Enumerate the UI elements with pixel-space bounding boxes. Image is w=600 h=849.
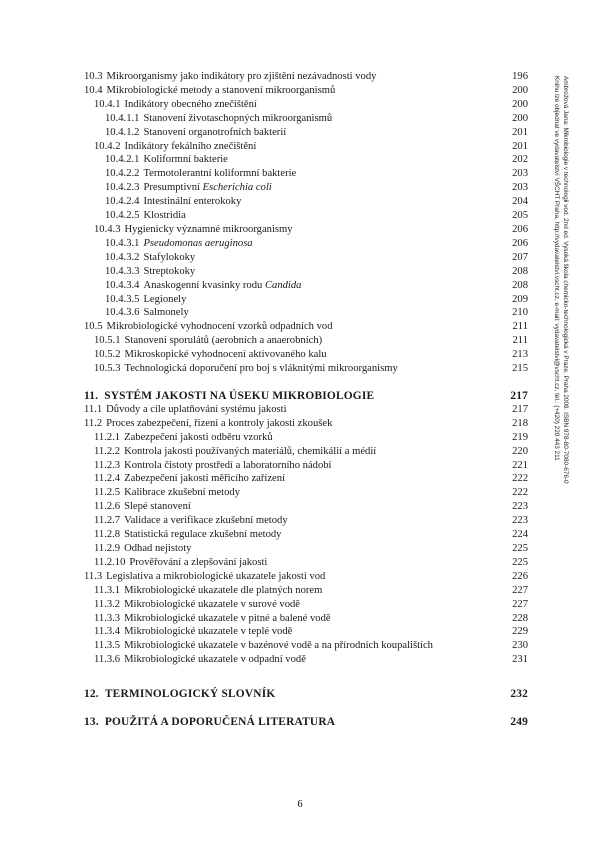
sidebar-order-info: Knihu lze objednat ve vydavatelství VŠCHT Praha, http://vydavatelstvi.vscht.cz, e-mail: vydavatelstvi@vscht.cz, tel.: (+420) 220 443 211 xyxy=(553,76,560,461)
toc-entry-text: Klostridia xyxy=(143,210,186,222)
toc-entry-number: 11. xyxy=(84,389,99,402)
toc-entry-italic-text: Pseudomonas aeruginosa xyxy=(143,237,253,249)
toc-entry-number: 10.4.3.1 xyxy=(105,237,140,249)
toc-page-number: 208 xyxy=(512,279,528,291)
toc-entry-text: Proces zabezpečení, řízení a kontroly jakosti zkoušek xyxy=(106,417,333,429)
toc-entry-title xyxy=(84,181,496,195)
toc-entry-title xyxy=(84,403,496,417)
toc-entry-text: Mikroskopické vyhodnocení aktivovaného kalu xyxy=(124,349,327,361)
toc-row[interactable] xyxy=(84,417,528,431)
toc-entry-title xyxy=(84,653,496,667)
toc-entry-title xyxy=(84,251,496,265)
toc-row[interactable] xyxy=(84,445,528,459)
toc-entry-title xyxy=(84,542,496,556)
toc-entry-number: 11.3.1 xyxy=(94,584,121,596)
toc-page-number: 228 xyxy=(512,612,528,624)
toc-page-number: 249 xyxy=(510,716,528,729)
toc-page-number: 213 xyxy=(512,349,528,361)
toc-page-number: 222 xyxy=(512,487,528,499)
toc-entry-italic-text: Escherichia coli xyxy=(202,182,272,194)
toc-entry-number: 10.4.3 xyxy=(94,223,121,235)
toc-entry-number: 11.2.6 xyxy=(94,501,121,513)
toc-entry-text: Termotolerantní koliformní bakterie xyxy=(143,168,297,180)
toc-page-number: 222 xyxy=(512,473,528,485)
toc-page-number: 209 xyxy=(512,293,528,305)
toc-entry-number: 11.3.6 xyxy=(94,654,121,666)
toc-page-number: 217 xyxy=(510,389,528,402)
toc-row[interactable] xyxy=(84,403,528,417)
toc-entry-title xyxy=(84,334,496,348)
toc-entry-title xyxy=(84,98,496,112)
toc-page-number: 223 xyxy=(512,515,528,527)
toc-row[interactable] xyxy=(84,514,528,528)
toc-page-number: 224 xyxy=(512,529,528,541)
toc-page-number: 227 xyxy=(512,584,528,596)
toc-entry-title xyxy=(84,195,496,209)
toc-entry-text: Koliformní bakterie xyxy=(143,154,228,166)
toc-entry-title xyxy=(84,625,496,639)
toc-entry-text: Stanovení životaschopných mikroorganismů xyxy=(143,112,333,124)
toc-entry-number: 10.3 xyxy=(84,71,103,82)
toc-row[interactable] xyxy=(84,459,528,473)
toc-entry-number: 11.2.8 xyxy=(94,529,121,541)
toc-page-number: 219 xyxy=(512,431,528,443)
toc-entry-title xyxy=(84,486,496,500)
toc-entry-title xyxy=(84,362,496,376)
toc-entry-title xyxy=(84,500,496,514)
toc-row[interactable] xyxy=(84,653,528,667)
toc-entry-title xyxy=(84,459,496,473)
toc-entry-number: 11.2.3 xyxy=(94,459,121,471)
toc-row[interactable] xyxy=(84,528,528,542)
toc-entry-text: Mikrobiologické metody a stanovení mikroorganismů xyxy=(106,84,336,96)
toc-entry-text: Stanovení sporulátů (aerobních a anaerobních) xyxy=(124,335,323,347)
toc-row[interactable] xyxy=(84,279,528,293)
toc-entry-text: Mikrobiologické ukazatele v odpadní vodě xyxy=(124,654,306,666)
toc-entry-text: Prověřování a zlepšování jakosti xyxy=(129,556,268,568)
toc-row[interactable] xyxy=(84,306,528,320)
toc-row[interactable] xyxy=(84,472,528,486)
toc-entry-title xyxy=(84,265,496,279)
toc-entry-number: 11.3.5 xyxy=(94,640,121,652)
toc-entry-text: Slepé stanovení xyxy=(124,501,191,513)
toc-entry-title xyxy=(84,445,496,459)
toc-entry-title xyxy=(84,417,496,431)
toc-entry-text: Intestinální enterokoky xyxy=(143,196,242,208)
toc-entry-text: POUŽITÁ A DOPORUČENÁ LITERATURA xyxy=(104,716,336,729)
toc-page-number: 210 xyxy=(512,307,528,319)
toc-entry-text: Hygienicky významné mikroorganismy xyxy=(124,223,293,235)
toc-entry-number: 10.4.3.2 xyxy=(105,251,140,263)
toc-entry-number: 10.4.2.5 xyxy=(105,210,140,222)
toc-chapter-row[interactable] xyxy=(84,687,528,701)
toc-row[interactable] xyxy=(84,140,528,154)
toc-page-number: 211 xyxy=(512,335,528,347)
toc-entry-number: 10.4.1.2 xyxy=(105,126,140,138)
toc-entry-text: Legislativa a mikrobiologické ukazatele jakosti vod xyxy=(106,570,326,582)
toc-entry-text: Mikroorganismy jako indikátory pro zjištění nezávadnosti vody xyxy=(106,71,377,82)
chapter-spacer xyxy=(84,667,528,687)
toc-entry-number: 13. xyxy=(84,716,99,729)
toc-page-number: 200 xyxy=(512,84,528,96)
toc-entry-number: 12. xyxy=(84,688,99,701)
toc-entry-text: Mikrobiologické ukazatele v bazénové vodě a na přírodních koupalištích xyxy=(124,640,433,652)
page-number: 6 xyxy=(297,799,303,810)
toc-row[interactable] xyxy=(84,223,528,237)
toc-entry-text: TERMINOLOGICKÝ SLOVNÍK xyxy=(104,688,276,701)
toc-entry-number: 10.4.1 xyxy=(94,98,121,110)
toc-page-number: 202 xyxy=(512,154,528,166)
toc-page-number: 225 xyxy=(512,556,528,568)
toc-entry-number: 11.3.4 xyxy=(94,626,121,638)
toc-page-number: 206 xyxy=(512,237,528,249)
toc-row[interactable] xyxy=(84,84,528,98)
toc-row[interactable] xyxy=(84,639,528,653)
toc-page-number: 211 xyxy=(512,321,528,333)
toc-entry-title xyxy=(84,70,496,84)
toc-row[interactable] xyxy=(84,126,528,140)
toc-entry-title xyxy=(84,639,496,653)
toc-page-number: 218 xyxy=(512,417,528,429)
toc-entry-text: Mikrobiologické vyhodnocení vzorků odpadních vod xyxy=(106,321,333,333)
toc-entry-number: 10.4.2.2 xyxy=(105,168,140,180)
toc-entry-text: Mikrobiologické ukazatele v surové vodě xyxy=(124,598,301,610)
toc-page-number: 204 xyxy=(512,196,528,208)
toc-chapter-row[interactable] xyxy=(84,389,528,403)
toc-page-number: 200 xyxy=(512,98,528,110)
toc-entry-title xyxy=(84,84,496,98)
toc-entry-text: Zabezpečení jakosti měřicího zařízení xyxy=(124,473,285,485)
toc-entry-text: Odhad nejistoty xyxy=(124,543,192,554)
toc-page-number: 226 xyxy=(512,570,528,582)
toc-entry-text: Validace a verifikace zkušební metody xyxy=(124,515,288,527)
toc-entry-number: 10.4.1.1 xyxy=(105,112,140,124)
toc-entry-number: 11.2.5 xyxy=(94,487,121,499)
toc-row[interactable] xyxy=(84,237,528,251)
toc-entry-number: 10.4.3.4 xyxy=(105,279,140,291)
toc-entry-title xyxy=(84,584,496,598)
toc-entry-number: 11.2.9 xyxy=(94,543,121,554)
toc-page-number: 206 xyxy=(512,223,528,235)
toc-entry-number: 11.3.2 xyxy=(94,598,121,610)
toc-entry-title xyxy=(84,472,496,486)
toc-page-number: 205 xyxy=(512,210,528,222)
toc-entry-text: Stanovení organotrofních bakterií xyxy=(143,126,287,138)
toc-entry-number: 10.5.3 xyxy=(94,363,121,375)
toc-row[interactable] xyxy=(84,348,528,362)
toc-row[interactable] xyxy=(84,98,528,112)
toc-row[interactable] xyxy=(84,320,528,334)
toc-entry-text: Legionely xyxy=(143,293,187,305)
toc-entry-number: 10.5.2 xyxy=(94,349,121,361)
toc-entry-title xyxy=(84,223,496,237)
toc-page-number: 208 xyxy=(512,265,528,277)
toc-entry-title xyxy=(84,348,496,362)
toc-page-number: 203 xyxy=(512,168,528,180)
toc-row[interactable] xyxy=(84,431,528,445)
toc-entry-title xyxy=(84,279,496,293)
toc-entry-number: 10.4 xyxy=(84,84,103,96)
toc-entry-text: Kontrola čistoty prostředí a laboratorního nádobí xyxy=(124,459,332,471)
toc-entry-title xyxy=(84,112,496,126)
toc-page-number: 229 xyxy=(512,626,528,638)
toc-row[interactable] xyxy=(84,362,528,376)
sidebar-citation: Ambrožová Jana: Mikrobiologie v technologii vod. 2nd ed. Vysoká škola chemicko-technologická v Praze, Praha 2008. ISBN 978-80-7080-676-0 xyxy=(562,76,569,484)
toc-entry-number: 11.3 xyxy=(84,570,103,582)
toc-row[interactable] xyxy=(84,112,528,126)
toc-entry-number: 11.2.2 xyxy=(94,445,121,457)
toc-page-number: 223 xyxy=(512,501,528,513)
toc-page-number: 231 xyxy=(512,654,528,666)
toc-row[interactable] xyxy=(84,209,528,223)
toc-page-number: 203 xyxy=(512,182,528,194)
toc-entry-text: Indikátory obecného znečištění xyxy=(124,98,257,110)
toc-page-number: 215 xyxy=(512,363,528,375)
toc-entry-title xyxy=(84,237,496,251)
toc-page-number: 217 xyxy=(512,403,528,415)
toc-page-number: 220 xyxy=(512,445,528,457)
toc-entry-title xyxy=(84,570,496,584)
toc-entry-text: Streptokoky xyxy=(143,265,196,277)
toc-entry-number: 10.5 xyxy=(84,321,103,333)
toc-entry-text: Statistická regulace zkušební metody xyxy=(124,529,282,541)
toc-entry-text: Salmonely xyxy=(143,307,189,319)
toc-row[interactable] xyxy=(84,584,528,598)
toc-entry-title xyxy=(84,140,496,154)
toc-entry-title xyxy=(84,306,496,320)
toc-row[interactable] xyxy=(84,293,528,307)
toc-entry-title xyxy=(84,167,496,181)
toc-entry-title xyxy=(84,715,496,729)
toc-entry-text: Anaskogenní kvasinky rodu xyxy=(143,279,265,291)
toc-page-number: 207 xyxy=(512,251,528,263)
toc-entry-title xyxy=(84,153,496,167)
toc-page-number: 201 xyxy=(512,126,528,138)
toc-row[interactable] xyxy=(84,70,528,84)
toc-entry-text: Mikrobiologické ukazatele v teplé vodě xyxy=(124,626,293,638)
toc-row[interactable] xyxy=(84,195,528,209)
toc-page-number: 230 xyxy=(512,640,528,652)
toc-entry-italic-text: Candida xyxy=(264,279,302,291)
toc-page-number: 201 xyxy=(512,140,528,152)
toc-row[interactable] xyxy=(84,612,528,626)
toc-entry-title xyxy=(84,320,496,334)
toc-entry-number: 11.2 xyxy=(84,417,103,429)
toc-entry-text: Kalibrace zkušební metody xyxy=(124,487,240,499)
toc-entry-title xyxy=(84,598,496,612)
toc-row[interactable] xyxy=(84,265,528,279)
toc-page-number: 221 xyxy=(512,459,528,471)
toc-entry-text: Mikrobiologické ukazatele v pitné a balené vodě xyxy=(124,612,331,624)
toc-entry-number: 10.4.3.3 xyxy=(105,265,140,277)
toc-entry-title xyxy=(84,209,496,223)
toc-entry-number: 10.5.1 xyxy=(94,335,121,347)
toc-page-number: 225 xyxy=(512,543,528,554)
chapter-spacer xyxy=(84,701,528,715)
toc-row[interactable] xyxy=(84,486,528,500)
toc-entry-title xyxy=(84,389,496,403)
toc-entry-text: Mikrobiologické ukazatele dle platných norem xyxy=(124,584,323,596)
copyright-sidebar xyxy=(548,76,570,536)
toc-row[interactable] xyxy=(84,251,528,265)
toc-entry-text: Důvody a cíle uplatňování systému jakosti xyxy=(106,403,287,415)
toc-row[interactable] xyxy=(84,167,528,181)
toc-entry-number: 10.4.2.3 xyxy=(105,182,140,194)
toc-row[interactable] xyxy=(84,556,528,570)
toc-entry-number: 11.3.3 xyxy=(94,612,121,624)
toc-entry-text: Indikátory fekálního znečištění xyxy=(124,140,257,152)
toc-entry-number: 11.1 xyxy=(84,403,103,415)
toc-entry-text: Zabezpečení jakosti odběru vzorků xyxy=(124,431,273,443)
toc-entry-title xyxy=(84,293,496,307)
toc-entry-number: 10.4.3.5 xyxy=(105,293,140,305)
toc-row[interactable] xyxy=(84,500,528,514)
toc-page-number: 232 xyxy=(510,688,528,701)
toc-page-number: 196 xyxy=(512,71,528,82)
toc-entry-title xyxy=(84,528,496,542)
toc-entry-title xyxy=(84,612,496,626)
toc-row[interactable] xyxy=(84,570,528,584)
toc-entry-text: Presumptivní xyxy=(143,182,203,194)
toc-entry-title xyxy=(84,514,496,528)
toc-entry-number: 10.4.2.1 xyxy=(105,154,140,166)
toc-entry-number: 10.4.2 xyxy=(94,140,121,152)
toc-entry-number: 10.4.2.4 xyxy=(105,196,140,208)
toc-row[interactable] xyxy=(84,334,528,348)
toc-entry-title xyxy=(84,687,496,701)
toc-entry-title xyxy=(84,126,496,140)
toc-entry-number: 11.2.10 xyxy=(94,556,126,568)
toc-entry-text: SYSTÉM JAKOSTI NA ÚSEKU MIKROBIOLOGIE xyxy=(104,389,375,402)
toc-entry-title xyxy=(84,556,496,570)
toc-row[interactable] xyxy=(84,625,528,639)
toc-entry-number: 11.2.7 xyxy=(94,515,121,527)
toc-entry-number: 11.2.4 xyxy=(94,473,121,485)
toc-entry-title xyxy=(84,431,496,445)
toc-entry-text: Technologická doporučení pro boj s vláknitými mikroorganismy xyxy=(124,363,398,375)
toc-page-number: 227 xyxy=(512,598,528,610)
toc-entry-text: Stafylokoky xyxy=(143,251,196,263)
toc-entry-text: Kontrola jakosti používaných materiálů, chemikálií a médií xyxy=(124,445,377,457)
chapter-spacer xyxy=(84,376,528,389)
toc-page-number: 200 xyxy=(512,112,528,124)
toc-chapter-row[interactable] xyxy=(84,715,528,729)
toc-row[interactable] xyxy=(84,181,528,195)
toc-entry-number: 10.4.3.6 xyxy=(105,307,140,319)
toc-row[interactable] xyxy=(84,153,528,167)
toc-row[interactable] xyxy=(84,598,528,612)
table-of-contents xyxy=(84,70,528,729)
toc-entry-number: 11.2.1 xyxy=(94,431,121,443)
toc-row[interactable] xyxy=(84,542,528,556)
